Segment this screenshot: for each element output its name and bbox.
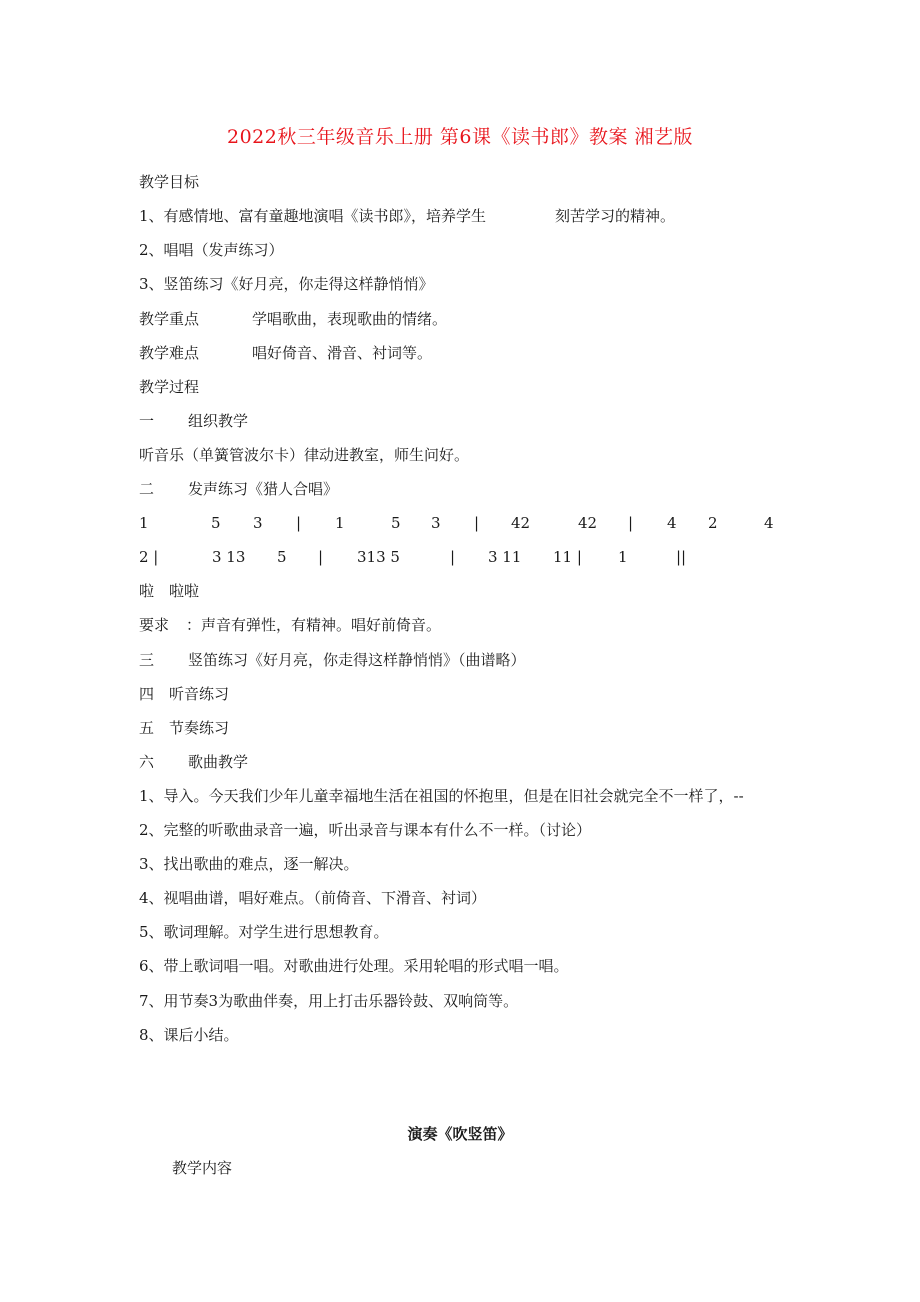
notation-1-11: 4 — [667, 514, 677, 532]
song-step-2: 2、完整的听歌曲录音一遍，听出录音与课本有什么不一样。（讨论） — [139, 821, 592, 839]
step-one-text: 组织教学 — [188, 412, 249, 430]
step-five: 五 节奏练习 — [139, 719, 230, 737]
difficulty-label: 教学难点 — [139, 344, 200, 362]
notation-1-2: 3 — [253, 514, 263, 532]
notation-1-9: 42 — [578, 514, 598, 532]
notation-2-8: 1 — [618, 548, 628, 566]
step-one-body: 听音乐（单簧管波尔卡）律动进教室，师生问好。 — [139, 446, 470, 464]
notation-1-3: | — [296, 514, 302, 532]
notation-1-0: 1 — [139, 514, 149, 532]
step-one-number: 一 — [139, 412, 155, 430]
process-heading: 教学过程 — [139, 378, 200, 396]
section-subtitle: 演奏《吹竖笛》 — [407, 1125, 513, 1143]
step-six-text: 歌曲教学 — [188, 753, 249, 771]
notation-2-0: 2 | — [139, 548, 159, 566]
goal-item-1a: 1、有感情地、富有童趣地演唱《读书郎》，培养学生 — [139, 207, 487, 225]
goal-item-1b: 刻苦学习的精神。 — [555, 207, 676, 225]
notation-2-6: 3 11 — [488, 548, 522, 566]
song-step-1: 1、导入。今天我们少年儿童幸福地生活在祖国的怀抱里，但是在旧社会就完全不一样了，-- — [139, 787, 744, 805]
requirement-label: 要求 — [139, 616, 170, 634]
notation-2-9: || — [676, 548, 687, 566]
song-step-3: 3、找出歌曲的难点，逐一解决。 — [139, 855, 359, 873]
key-point-text: 学唱歌曲，表现歌曲的情绪。 — [252, 310, 448, 328]
step-four: 四 听音练习 — [139, 685, 230, 703]
notation-1-8: 42 — [511, 514, 531, 532]
notation-1-5: 5 — [391, 514, 401, 532]
notation-2-2: 5 — [277, 548, 287, 566]
goal-item-3: 3、竖笛练习《好月亮，你走得这样静悄悄》 — [139, 275, 434, 293]
song-step-7: 7、用节奏3为歌曲伴奏，用上打击乐器铃鼓、双响筒等。 — [139, 992, 519, 1010]
step-three-text: 竖笛练习《好月亮，你走得这样静悄悄》（曲谱略） — [188, 651, 526, 669]
notation-2-1: 3 13 — [212, 548, 246, 566]
notation-1-13: 4 — [764, 514, 774, 532]
notation-1-12: 2 — [708, 514, 718, 532]
step-six-number: 六 — [139, 753, 155, 771]
notation-1-4: 1 — [335, 514, 345, 532]
step-two-number: 二 — [139, 480, 155, 498]
document-title: 2022秋三年级音乐上册 第6课《读书郎》教案 湘艺版 — [226, 126, 694, 148]
notation-2-7: 11 | — [553, 548, 582, 566]
notation-1-1: 5 — [211, 514, 221, 532]
notation-2-5: | — [450, 548, 456, 566]
notation-2-3: | — [318, 548, 324, 566]
content-label: 教学内容 — [172, 1159, 233, 1177]
notation-1-10: | — [628, 514, 634, 532]
notation-1-6: 3 — [431, 514, 441, 532]
lala-text: 啦 啦啦 — [139, 582, 200, 600]
song-step-6: 6、带上歌词唱一唱。对歌曲进行处理。采用轮唱的形式唱一唱。 — [139, 957, 569, 975]
song-step-4: 4、视唱曲谱，唱好难点。（前倚音、下滑音、衬词） — [139, 889, 487, 907]
notation-2-4: 313 5 — [357, 548, 400, 566]
difficulty-text: 唱好倚音、滑音、衬词等。 — [252, 344, 433, 362]
song-step-5: 5、歌词理解。对学生进行思想教育。 — [139, 923, 389, 941]
goal-item-2: 2、唱唱（发声练习） — [139, 241, 284, 259]
key-point-label: 教学重点 — [139, 310, 200, 328]
step-two-text: 发声练习《猎人合唱》 — [188, 480, 339, 498]
song-step-8: 8、课后小结。 — [139, 1026, 239, 1044]
notation-1-7: | — [474, 514, 480, 532]
step-three-number: 三 — [139, 651, 155, 669]
section-heading-goals: 教学目标 — [139, 173, 200, 191]
requirement-text: ：声音有弹性，有精神。唱好前倚音。 — [186, 616, 442, 634]
